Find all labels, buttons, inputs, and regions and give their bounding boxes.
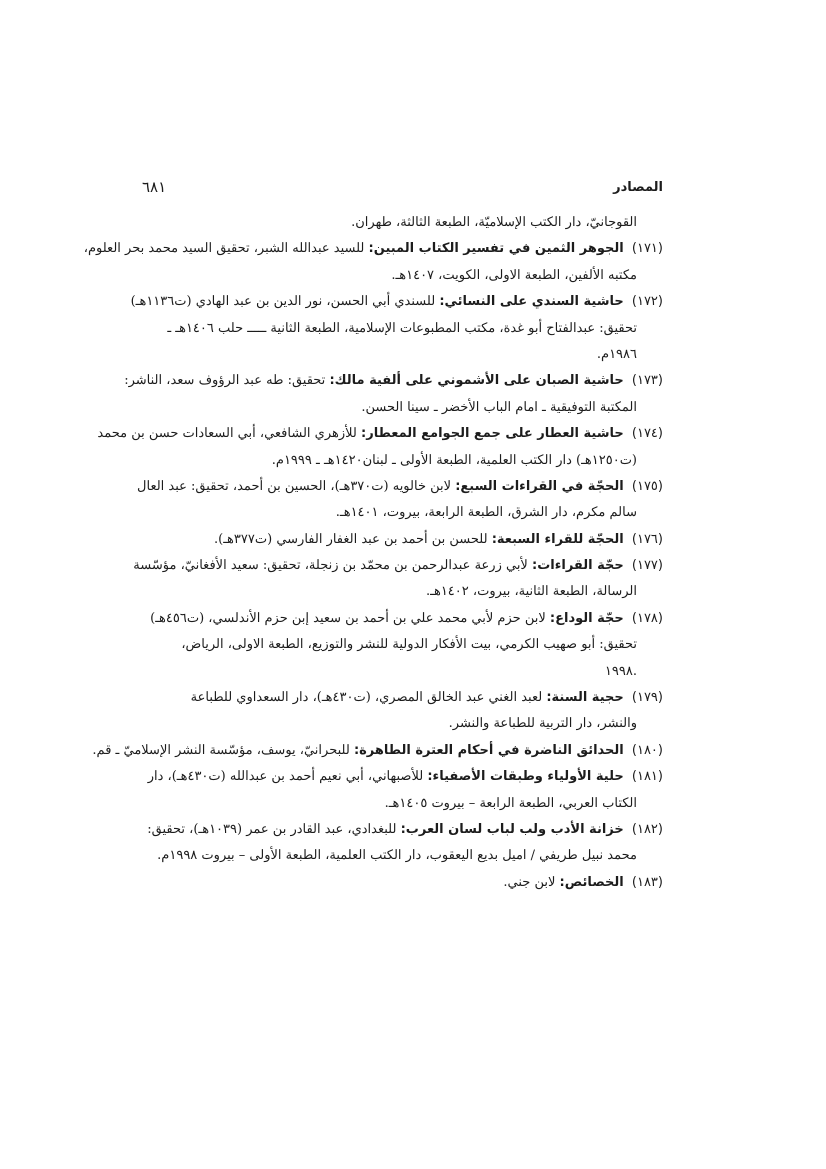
entry-continuation: .١٩٩٨ [604,663,637,679]
entry-number: (١٨١) [631,769,663,785]
entry-title: حلية الأولياء وطبقات الأصفياء: [427,769,624,785]
entry-number: (١٨٠) [631,742,663,758]
entry-text: تحقيق: طه عبد الرؤوف سعد، الناشر: [124,373,326,389]
entry-continuation: (ت١٢٥٠هـ) دار الكتب العلمية، الطبعة الأولى ـ لبنان١٤٢٠هـ ـ ١٩٩٩م. [271,452,637,468]
bibliography-entry [142,685,663,738]
entry-title: الحجّة للقراء السبعة: [491,531,624,547]
entry-title: حجّة الوداع: [549,610,624,626]
entry-title: الحدائق الناضرة في أحكام العترة الطاهرة: [353,742,624,758]
entry-text: للبغدادي، عبد القادر بن عمر (١٠٣٩هـ)، تحقيق: [147,821,397,837]
entry-title: حاشية العطار على جمع الجوامع المعطار: [361,426,624,442]
bibliography-entry [83,236,663,289]
entry-first-line [142,870,663,896]
running-title: المصادر [613,180,663,195]
entry-number: (١٨٢) [631,821,663,837]
entry-first-line [92,738,663,764]
entry-title: حجّة القراءات: [532,558,624,574]
entry-continuation: سالم مكرم، دار الشرق، الطبعة الرابعة، بيروت، ١٤٠١هـ. [335,505,637,521]
entry-continuation: ١٩٨٦م. [596,346,637,362]
entry-continuation: والنشر، دار التربية للطباعة والنشر. [448,716,637,732]
entry-title: الجوهر الثمين في تفسير الكتاب المبين: [368,241,624,257]
entry-first-line [137,474,663,500]
entry-title: خزانة الأدب ولب لباب لسان العرب: [400,821,624,837]
entry-first-line [142,685,663,711]
entry-text: للأزهري الشافعي، أبي السعادات حسن بن محمد [97,426,357,442]
entry-title: حاشية الصبان على الأشموني على ألفية مالك: [329,373,624,389]
entry-title: حجية السنة: [546,690,624,706]
bibliography-entry [97,421,663,474]
entry-first-line [142,764,663,790]
page-header [142,180,663,204]
entry-number: (١٧١) [631,241,663,257]
bibliography-entry [137,474,663,527]
entry-text: للسيد عبدالله الشبر، تحقيق السيد محمد بحر العلوم، [83,241,365,257]
entry-first-line [142,606,663,632]
entry-continuation: تحقيق: أبو صهيب الكرمي، بيت الأفكار الدولية للنشر والتوزيع، الطبعة الاولى، الرياض، [181,637,637,653]
bibliography-list [83,210,663,896]
bibliography-entry [142,870,663,896]
entry-text: لعبد الغني عبد الخالق المصري، (ت٤٣٠هـ)، دار السعداوي للطباعة [190,690,543,706]
entry-first-line [142,817,663,843]
entry-text: للبحرانيّ، يوسف، مؤسّسة النشر الإسلاميّ ـ قم. [92,742,350,758]
entry-first-line [97,421,663,447]
entry-title: حاشية السندي على النسائي: [439,294,624,310]
bibliography-entry [124,368,663,421]
entry-number: (١٧٢) [631,294,663,310]
entry-title: الحجّة في القراءات السبع: [455,478,624,494]
bibliography-entry [130,289,663,368]
entry-continuation: مكتبه الألفين، الطبعة الاولى، الكويت، ١٤٠٧هـ. [391,267,637,283]
entry-continuation: المكتبة التوفيقية ـ امام الباب الأخضر ـ سينا الحسن. [361,399,637,415]
entry-first-line [142,527,663,553]
entry-number: (١٧٤) [631,426,663,442]
entry-continuation: الرسالة، الطبعة الثانية، بيروت، ١٤٠٢هـ. [426,584,637,600]
continuation-line: القوجانيّ، دار الكتب الإسلاميّة، الطبعة الثالثة، طهران. [351,215,637,230]
entry-number: (١٧٦) [631,531,663,547]
entry-number: (١٧٨) [631,610,663,626]
entry-text: لابن خالويه (ت٣٧٠هـ)، الحسين بن أحمد، تحقيق: عبد العال [137,478,452,494]
entry-text: لابن حزم لأبي محمد علي بن أحمد بن سعيد إبن حزم الأندلسي، (ت٤٥٦هـ) [150,610,546,626]
entry-first-line [83,236,663,262]
entry-number: (١٧٥) [631,478,663,494]
entry-first-line [124,368,663,394]
entry-text: لأبي زرعة عبدالرحمن بن محمّد بن زنجلة، تحقيق: سعيد الأفغانيّ، مؤسّسة [133,558,528,574]
bibliography-entry [92,738,663,764]
bibliography-entry [142,606,663,685]
bibliography-entry [142,764,663,817]
entry-number: (١٨٣) [631,874,663,890]
entry-title: الخصائص: [559,874,624,890]
entry-number: (١٧٩) [631,690,663,706]
entry-number: (١٧٣) [631,373,663,389]
entry-text: للسندي أبي الحسن، نور الدين بن عبد الهادي (ت١١٣٦هـ) [130,294,436,310]
entry-continuation: محمد نبيل طريفي / اميل بديع اليعقوب، دار الكتب العلمية، الطبعة الأولى – بيروت ١٩٩٨م. [157,848,637,864]
entry-text: لابن جني. [503,874,556,890]
entry-first-line [130,289,663,315]
entry-continuation: الكتاب العربي، الطبعة الرابعة – بيروت ١٤٠٥هـ. [384,795,637,811]
bibliography-entry [133,553,663,606]
entry-text: للحسن بن أحمد بن عبد الغفار الفارسي (ت٣٧٧هـ). [214,531,488,547]
entry-first-line [133,553,663,579]
entry-text: للأصبهاني، أبي نعيم أحمد بن عبدالله (ت٤٣٠هـ)، دار [147,769,424,785]
entry-number: (١٧٧) [631,558,663,574]
bibliography-entry [142,817,663,870]
page-number: ٦٨١ [142,178,167,196]
bibliography-entry [142,527,663,553]
entry-continuation: تحقيق: عبدالفتاح أبو غدة، مكتب المطبوعات الإسلامية، الطبعة الثانية ـــــ حلب ١٤٠٦هـ ـ [167,320,637,336]
